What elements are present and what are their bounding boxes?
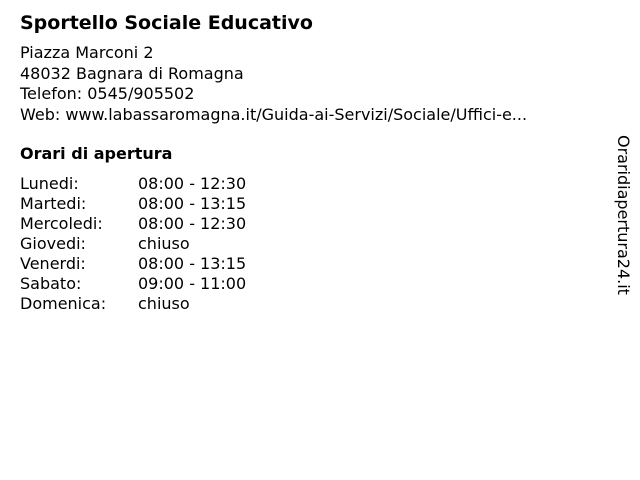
page-title: Sportello Sociale Educativo bbox=[20, 12, 313, 34]
city-address: 48032 Bagnara di Romagna bbox=[20, 63, 244, 83]
day-label: Mercoledi: bbox=[20, 214, 103, 233]
time-value: 08:00 - 13:15 bbox=[138, 194, 247, 213]
day-label: Giovedi: bbox=[20, 234, 86, 253]
day-label: Venerdi: bbox=[20, 254, 86, 273]
hours-row-sunday bbox=[20, 294, 246, 314]
hours-row-tuesday bbox=[20, 194, 246, 214]
address-block bbox=[20, 43, 527, 125]
hours-table bbox=[20, 174, 246, 314]
day-label: Martedi: bbox=[20, 194, 87, 213]
brand-watermark bbox=[613, 135, 635, 307]
time-value: 09:00 - 11:00 bbox=[138, 274, 247, 293]
day-label: Sabato: bbox=[20, 274, 82, 293]
time-value: 08:00 - 12:30 bbox=[138, 214, 247, 233]
hours-row-monday bbox=[20, 174, 246, 194]
hours-row-friday bbox=[20, 254, 246, 274]
hours-row-wednesday bbox=[20, 214, 246, 234]
time-value: chiuso bbox=[138, 294, 190, 313]
hours-heading: Orari di apertura bbox=[20, 144, 173, 163]
brand-text: Oraridiapertura24.it bbox=[614, 135, 633, 295]
time-value: 08:00 - 13:15 bbox=[138, 254, 247, 273]
time-value: 08:00 - 12:30 bbox=[138, 174, 247, 193]
day-label: Lunedi: bbox=[20, 174, 79, 193]
hours-row-thursday bbox=[20, 234, 246, 254]
day-label: Domenica: bbox=[20, 294, 107, 313]
street-address: Piazza Marconi 2 bbox=[20, 43, 154, 62]
website-link[interactable]: Web: www.labassaromagna.it/Guida-ai-Servizi/Sociale/Uffici-e... bbox=[20, 104, 528, 124]
hours-row-saturday bbox=[20, 274, 246, 294]
time-value: chiuso bbox=[138, 234, 190, 253]
phone-number: Telefon: 0545/905502 bbox=[20, 84, 195, 103]
